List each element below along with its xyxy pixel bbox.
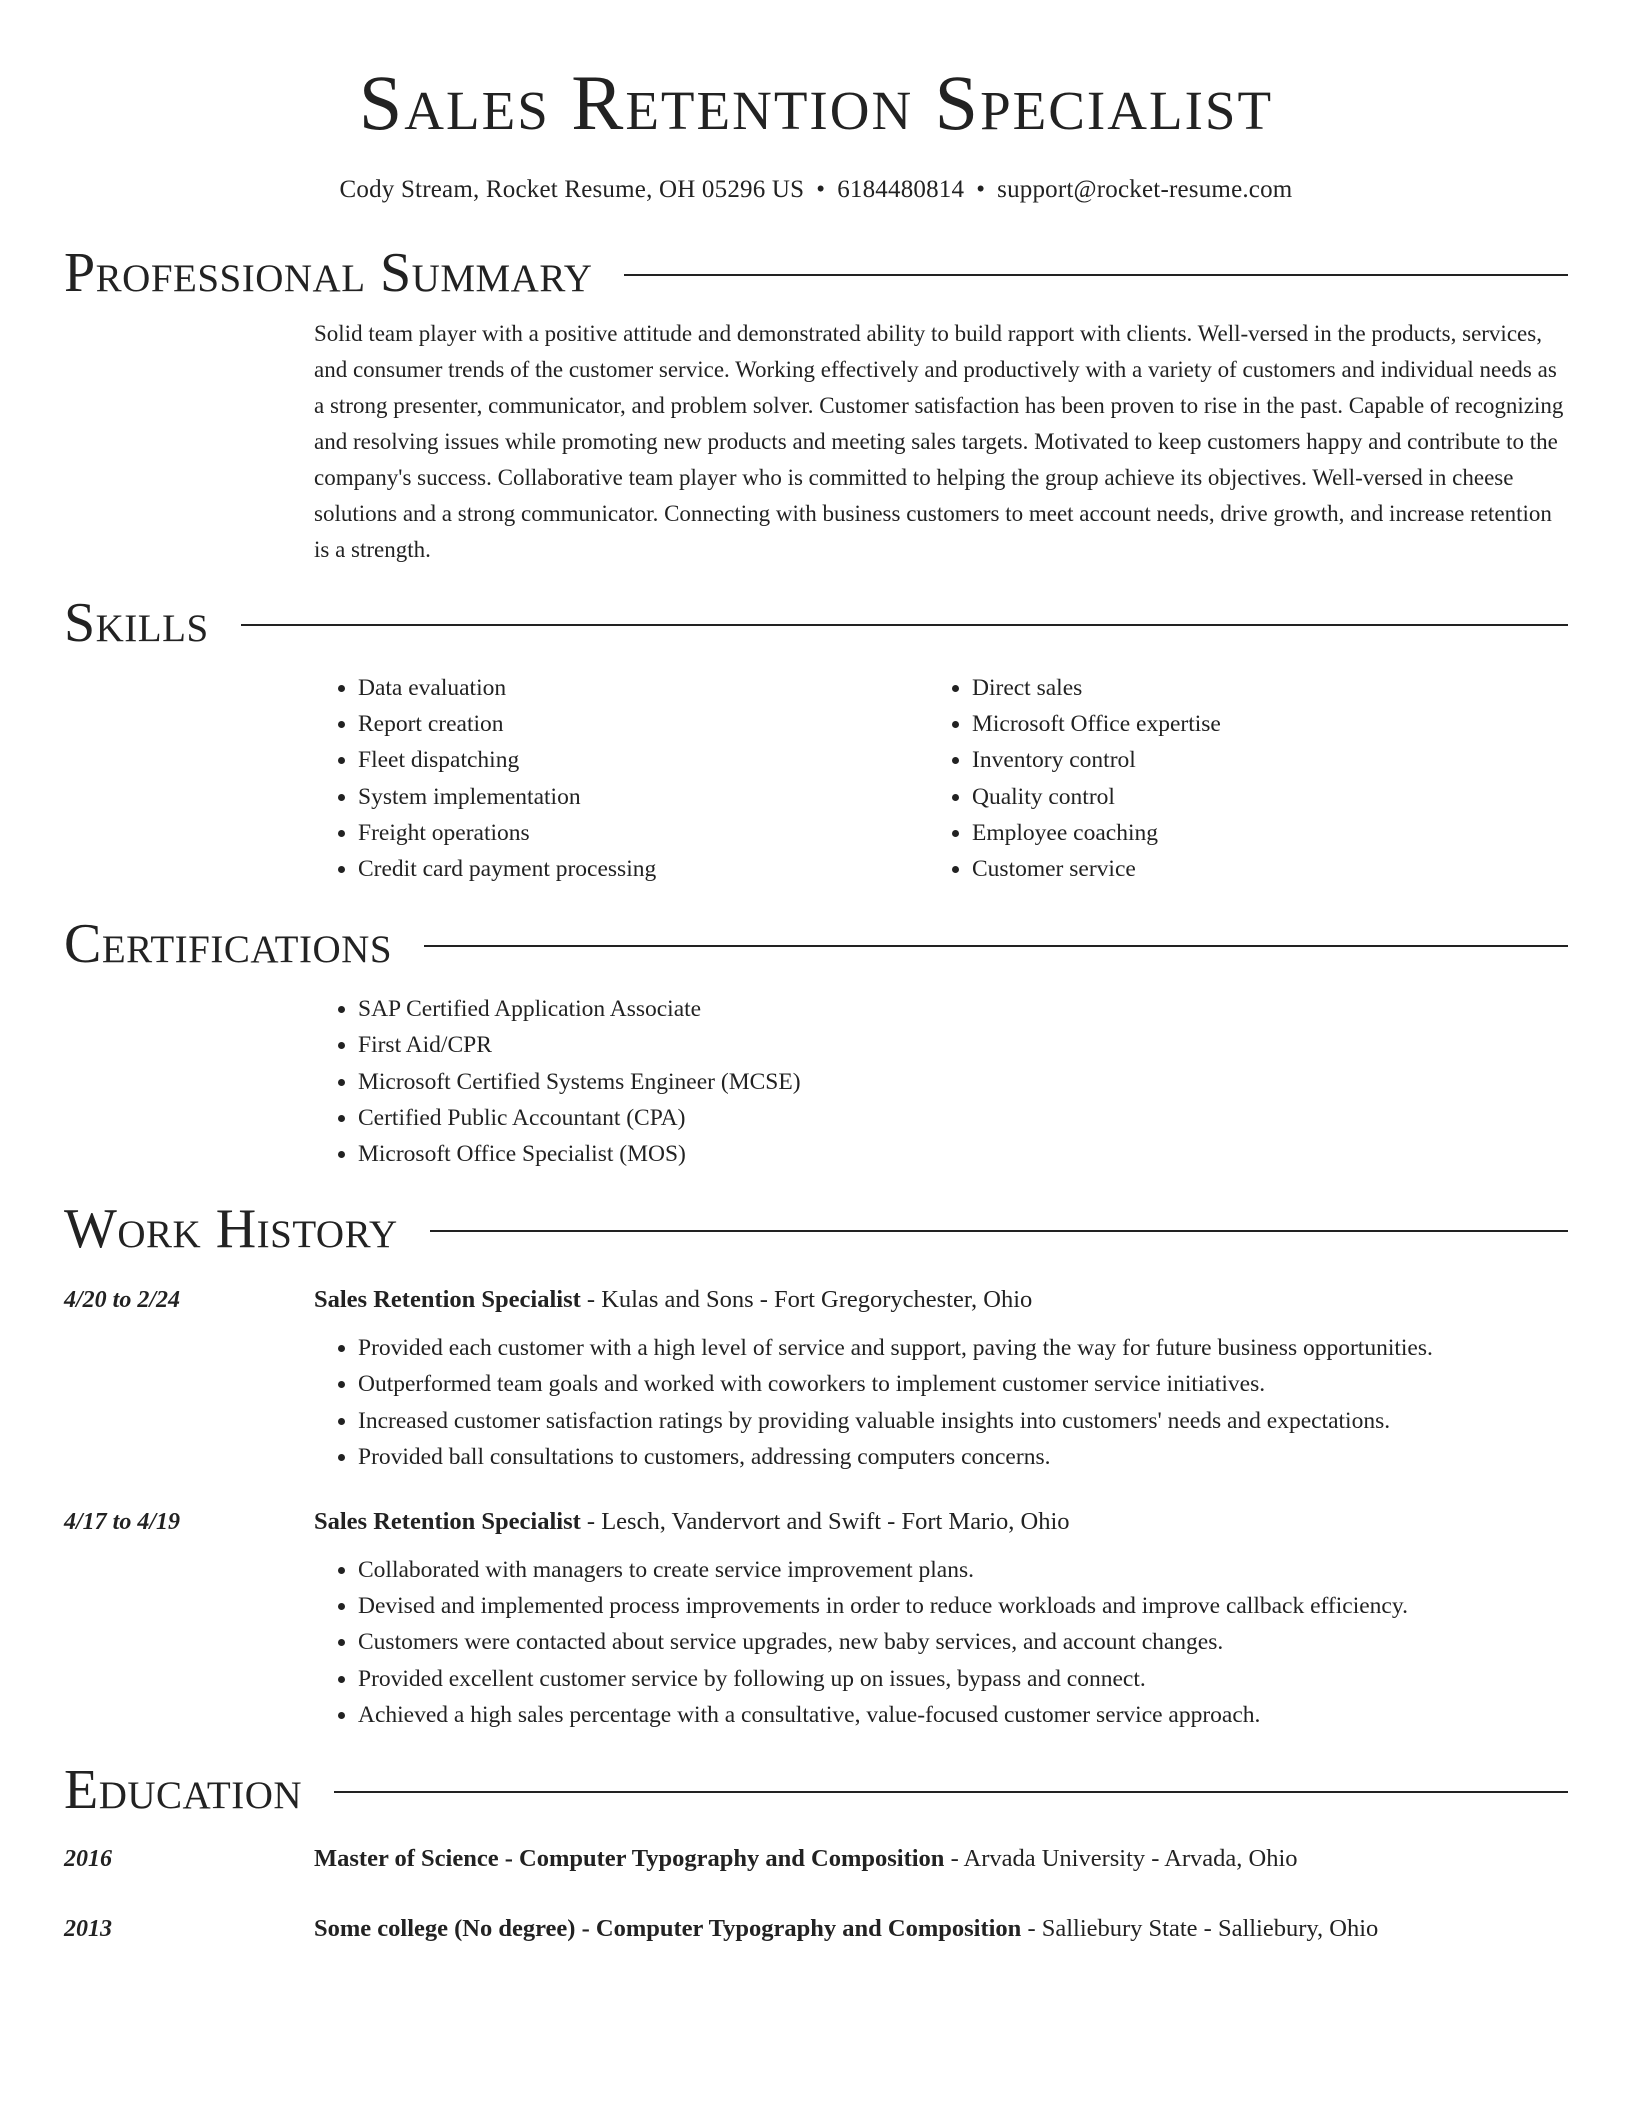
skills-header: [64, 588, 1568, 658]
certification-item: • SAP Certified Application Associate: [358, 991, 1568, 1027]
education-school: - Arvada University - Arvada, Ohio: [944, 1845, 1298, 1873]
education-header: [64, 1755, 1568, 1825]
certification-item: • Microsoft Office Specialist (MOS): [358, 1136, 1568, 1172]
section-divider: [241, 624, 1568, 626]
job-bullet: • Customers were contacted about service upgrades, new baby services, and account changes.: [358, 1624, 1568, 1660]
education-year: 2016: [64, 1846, 112, 1873]
job-role: Sales Retention Specialist: [314, 1286, 581, 1314]
job-bullet: • Achieved a high sales percentage with a consultative, value-focused customer service approach.: [358, 1697, 1568, 1733]
certifications-section: [64, 909, 1568, 1172]
skill-item: • Inventory control: [972, 742, 1542, 778]
contact-phone: 6184480814: [837, 176, 965, 203]
skill-item: • Employee coaching: [972, 815, 1542, 851]
certifications-header: [64, 909, 1568, 979]
job-role: Sales Retention Specialist: [314, 1508, 581, 1536]
summary-header: [64, 238, 1568, 308]
summary-section: [64, 238, 1568, 568]
education-year: 2013: [64, 1916, 112, 1943]
job-bullets: [314, 1330, 1568, 1475]
education-heading: Education: [64, 1759, 303, 1822]
education-entry: [64, 1915, 1568, 1943]
section-divider: [430, 1230, 1568, 1232]
certification-item: • Microsoft Certified Systems Engineer (MCSE): [358, 1064, 1568, 1100]
skills-heading: Skills: [64, 592, 209, 654]
job-header: [64, 1508, 1568, 1536]
job-dates: 4/17 to 4/19: [64, 1509, 181, 1536]
job-dates: 4/20 to 2/24: [64, 1287, 181, 1314]
contact-line: [64, 176, 1568, 204]
job-bullet: • Collaborated with managers to create service improvement plans.: [358, 1552, 1568, 1588]
education-degree: Some college (No degree) - Computer Typography and Composition: [314, 1915, 1022, 1943]
job-employer: - Kulas and Sons - Fort Gregorychester, Ohio: [580, 1286, 1033, 1314]
job-employer: - Lesch, Vandervort and Swift - Fort Mario, Ohio: [580, 1508, 1070, 1536]
summary-text: Solid team player with a positive attitude and demonstrated ability to build rapport with clients. Well-versed in the products, services, and consumer trends of the customer service. Working effectively and productively with a variety of customers and individual needs as a strong presenter, communicator, and problem solver. Customer satisfaction has been proven to rise in the past. Capable of recognizing and resolving issues while promoting new products and meeting sales targets. Motivated to keep customers happy and contribute to the company's success. Collaborative team player who is committed to helping the group achieve its objectives. Well-versed in cheese solutions and a strong communicator. Connecting with business customers to meet account needs, drive growth, and increase retention is a strength.: [314, 321, 1564, 562]
skill-item: • Fleet dispatching: [358, 742, 928, 778]
education-entry: [64, 1845, 1568, 1873]
skill-item: • Direct sales: [972, 670, 1542, 706]
skill-item: • Customer service: [972, 851, 1542, 887]
skill-item: • Microsoft Office expertise: [972, 706, 1542, 742]
job-bullet: • Provided excellent customer service by following up on issues, bypass and connect.: [358, 1661, 1568, 1697]
job-entry: [64, 1508, 1568, 1733]
job-bullets: [314, 1552, 1568, 1733]
certification-item: • First Aid/CPR: [358, 1027, 1568, 1063]
section-divider: [624, 274, 1568, 276]
contact-address: Cody Stream, Rocket Resume, OH 05296 US: [339, 176, 805, 203]
bullet-separator: •: [976, 176, 986, 203]
job-bullet: • Increased customer satisfaction ratings by providing valuable insights into customers' needs and expectations.: [358, 1403, 1568, 1439]
education-line: [314, 1915, 1378, 1943]
certifications-list: [314, 991, 1568, 1172]
job-title-line: [314, 1286, 1032, 1314]
skills-column-right: [928, 670, 1542, 887]
skills-section: [64, 588, 1568, 887]
job-entry: [64, 1286, 1568, 1475]
education-school: - Salliebury State - Salliebury, Ohio: [1021, 1915, 1379, 1943]
skill-item: • Report creation: [358, 706, 928, 742]
skills-list-left: [314, 670, 928, 887]
skill-item: • Quality control: [972, 779, 1542, 815]
section-divider: [334, 1791, 1568, 1793]
education-section: [64, 1755, 1568, 1943]
certifications-body: [314, 991, 1568, 1172]
skill-item: • Freight operations: [358, 815, 928, 851]
summary-heading: Professional Summary: [64, 242, 593, 304]
skills-grid: [314, 670, 1568, 887]
bullet-separator: •: [816, 176, 826, 203]
job-title-line: [314, 1508, 1070, 1536]
skill-item: • System implementation: [358, 779, 928, 815]
job-header: [64, 1286, 1568, 1314]
education-degree: Master of Science - Computer Typography and Composition: [314, 1845, 945, 1873]
section-divider: [424, 945, 1568, 947]
education-line: [314, 1845, 1298, 1873]
job-bullet: • Outperformed team goals and worked with coworkers to implement customer service initiatives.: [358, 1366, 1568, 1402]
skills-list-right: [928, 670, 1542, 887]
skill-item: • Data evaluation: [358, 670, 928, 706]
certifications-heading: Certifications: [64, 913, 393, 976]
skill-item: • Credit card payment processing: [358, 851, 928, 887]
job-bullet: • Provided each customer with a high level of service and support, paving the way for future business opportunities.: [358, 1330, 1568, 1366]
work-history-section: [64, 1194, 1568, 1733]
work-history-heading: Work History: [64, 1198, 398, 1261]
resume-title: Sales Retention Specialist: [358, 59, 1274, 146]
certification-item: • Certified Public Accountant (CPA): [358, 1100, 1568, 1136]
contact-email: support@rocket-resume.com: [997, 176, 1293, 203]
work-history-header: [64, 1194, 1568, 1264]
job-bullet: • Provided ball consultations to customers, addressing computers concerns.: [358, 1439, 1568, 1475]
job-bullet: • Devised and implemented process improvements in order to reduce workloads and improve callback efficiency.: [358, 1588, 1568, 1624]
skills-column-left: [314, 670, 928, 887]
